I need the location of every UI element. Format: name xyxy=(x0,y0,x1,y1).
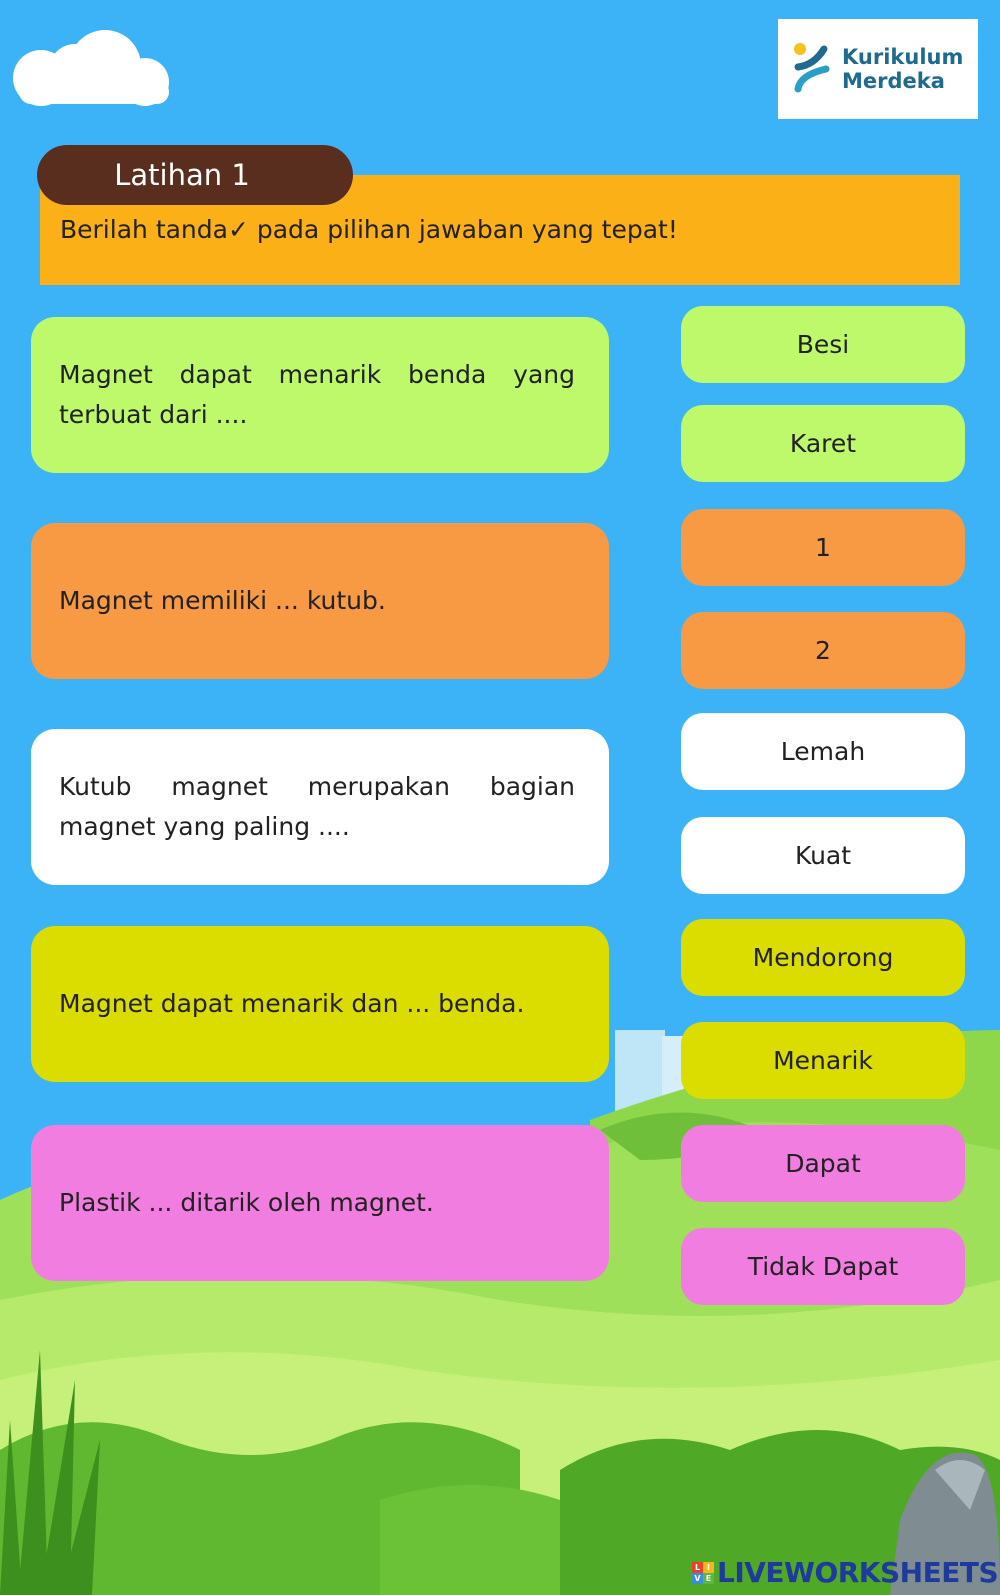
instruction-text-after: pada pilihan jawaban yang tepat! xyxy=(248,215,678,244)
option-tidak-dapat[interactable] xyxy=(681,1228,965,1305)
option-label: Tidak Dapat xyxy=(747,1252,899,1281)
option-2[interactable] xyxy=(681,612,965,689)
option-label: Menarik xyxy=(773,1046,873,1075)
question-5-text: Plastik ... ditarik oleh magnet. xyxy=(59,1188,434,1217)
option-dapat[interactable] xyxy=(681,1125,965,1202)
liveworksheets-icon: L I V E xyxy=(692,1562,714,1584)
question-4-card xyxy=(31,926,609,1082)
option-label: Lemah xyxy=(780,737,866,766)
instruction-text-before: Berilah tanda xyxy=(60,215,228,244)
exercise-title: Latihan 1 xyxy=(37,145,353,205)
logo-line-2: Merdeka xyxy=(842,69,945,93)
option-label: Dapat xyxy=(785,1149,861,1178)
logo-line-1: Kurikulum xyxy=(842,45,964,69)
question-5-card xyxy=(31,1125,609,1281)
question-3-text: Kutub magnet merupakan bagian magnet yang paling .... xyxy=(59,772,575,841)
option-1[interactable] xyxy=(681,509,965,586)
option-lemah[interactable] xyxy=(681,713,965,790)
kurikulum-merdeka-logo xyxy=(778,19,978,119)
liveworksheets-watermark xyxy=(692,1556,998,1589)
option-mendorong[interactable] xyxy=(681,919,965,996)
option-label: 2 xyxy=(815,636,831,665)
option-label: Mendorong xyxy=(752,943,894,972)
option-menarik[interactable] xyxy=(681,1022,965,1099)
checkmark-icon: ✓ xyxy=(227,215,249,244)
instruction-text xyxy=(60,215,678,244)
option-kuat[interactable] xyxy=(681,817,965,894)
option-label: 1 xyxy=(815,533,831,562)
logo-mark-icon xyxy=(792,39,832,99)
option-label: Karet xyxy=(789,429,857,458)
option-label: Besi xyxy=(796,330,850,359)
option-besi[interactable] xyxy=(681,306,965,383)
option-label: Kuat xyxy=(794,841,852,870)
cloud-decoration xyxy=(5,28,177,108)
question-1-card xyxy=(31,317,609,473)
question-2-card xyxy=(31,523,609,679)
question-2-text: Magnet memiliki ... kutub. xyxy=(59,586,386,615)
question-1-text: Magnet dapat menarik benda yang terbuat dari .... xyxy=(59,360,575,429)
question-4-text: Magnet dapat menarik dan ... benda. xyxy=(59,989,525,1018)
option-karet[interactable] xyxy=(681,405,965,482)
question-3-card xyxy=(31,729,609,885)
liveworksheets-text: LIVEWORKSHEETS xyxy=(717,1556,999,1589)
